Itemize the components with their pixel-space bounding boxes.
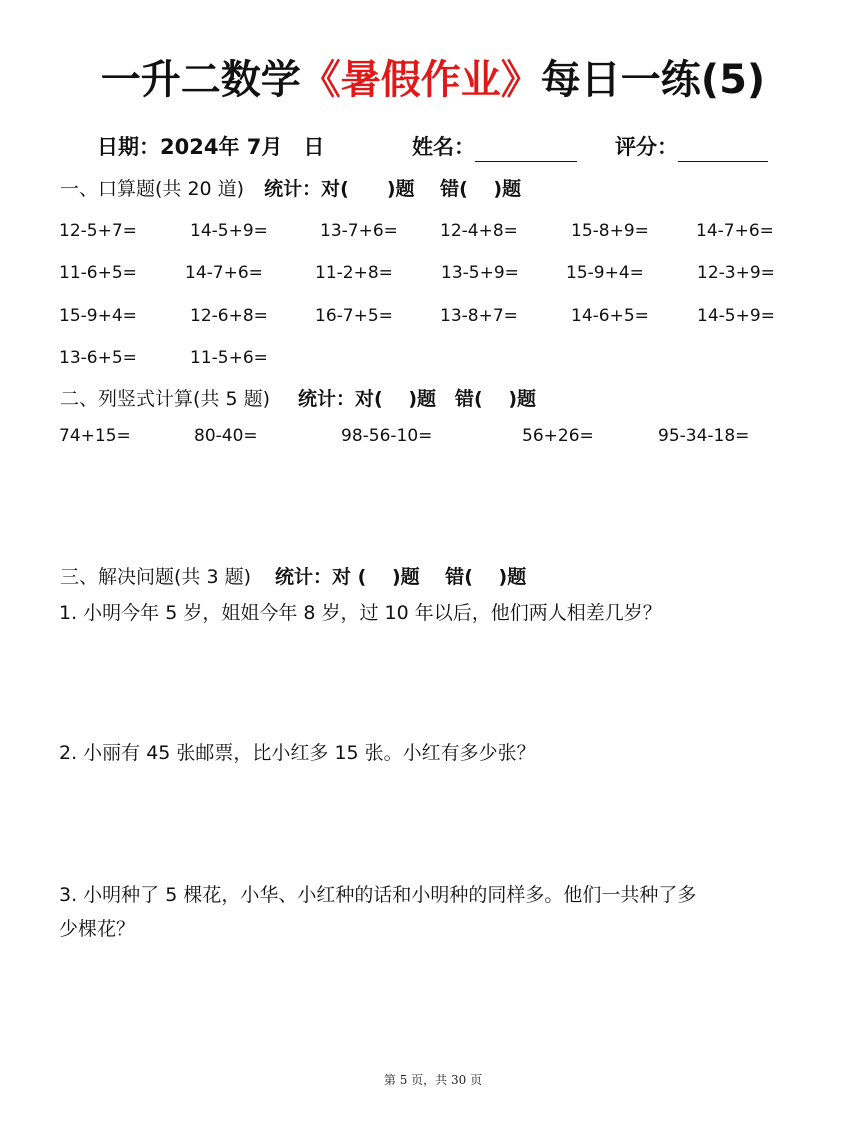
score-blank[interactable] <box>678 139 768 162</box>
mental-math-item: 13-8+7= <box>440 306 518 326</box>
mental-math-item: 15-9+4= <box>59 306 137 326</box>
section2-heading-row <box>60 385 536 413</box>
name-field <box>412 132 577 162</box>
vertical-calc-item: 56+26= <box>522 426 594 446</box>
section1-heading-row <box>60 175 521 203</box>
page-footer: 第 5 页，共 30 页 <box>383 1073 483 1087</box>
mental-math-item: 14-5+9= <box>190 221 268 241</box>
score-label: 评分： <box>615 135 678 159</box>
title-highlight: 《暑假作业》 <box>300 57 541 103</box>
vertical-calc-item: 95-34-18= <box>658 426 750 446</box>
mental-math-item: 12-6+8= <box>190 306 268 326</box>
vertical-calc-item: 98-56-10= <box>341 426 433 446</box>
section2-stat: 统计：对( )题 错( )题 <box>298 388 537 410</box>
mental-math-item: 11-2+8= <box>315 263 393 283</box>
mental-math-item: 15-9+4= <box>566 263 644 283</box>
section2-heading: 二、列竖式计算(共 5 题) <box>60 388 270 410</box>
title-suffix: 每日一练(5) <box>540 57 766 103</box>
mental-math-item: 13-7+6= <box>320 221 398 241</box>
score-field <box>615 132 768 162</box>
section1-stat: 统计：对( )题 错( )题 <box>264 178 522 200</box>
mental-math-item: 11-5+6= <box>190 348 268 368</box>
name-label: 姓名： <box>412 135 475 159</box>
word-problem-3-line1: 3. 小明种了 5 棵花，小华、小红种的话和小明种的同样多。他们一共种了多 <box>59 884 697 906</box>
mental-math-item: 12-5+7= <box>59 221 137 241</box>
section1-heading: 一、口算题(共 20 道) <box>60 178 245 200</box>
mental-math-item: 13-5+9= <box>441 263 519 283</box>
mental-math-item: 16-7+5= <box>315 306 393 326</box>
mental-math-item: 11-6+5= <box>59 263 137 283</box>
word-problem-2: 2. 小丽有 45 张邮票，比小红多 15 张。小红有多少张？ <box>59 742 536 764</box>
mental-math-item: 12-4+8= <box>440 221 518 241</box>
name-blank[interactable] <box>475 139 577 162</box>
section3-heading-row <box>60 563 526 591</box>
vertical-calc-item: 74+15= <box>59 426 131 446</box>
mental-math-item: 14-7+6= <box>185 263 263 283</box>
section3-heading: 三、解决问题(共 3 题) <box>60 566 251 588</box>
word-problem-3-line2: 少棵花？ <box>59 918 136 940</box>
section3-stat: 统计：对 ( )题 错( )题 <box>275 566 527 588</box>
mental-math-item: 12-3+9= <box>697 263 775 283</box>
mental-math-item: 14-6+5= <box>571 306 649 326</box>
mental-math-item: 15-8+9= <box>571 221 649 241</box>
page-title <box>0 52 866 108</box>
title-prefix: 一升二数学 <box>100 57 301 103</box>
vertical-calc-item: 80-40= <box>194 426 258 446</box>
mental-math-item: 13-6+5= <box>59 348 137 368</box>
mental-math-item: 14-7+6= <box>696 221 774 241</box>
date-label: 日期：2024年 7月 日 <box>97 135 325 159</box>
word-problem-1: 1. 小明今年 5 岁，姐姐今年 8 岁，过 10 年以后，他们两人相差几岁？ <box>59 602 662 624</box>
mental-math-item: 14-5+9= <box>697 306 775 326</box>
